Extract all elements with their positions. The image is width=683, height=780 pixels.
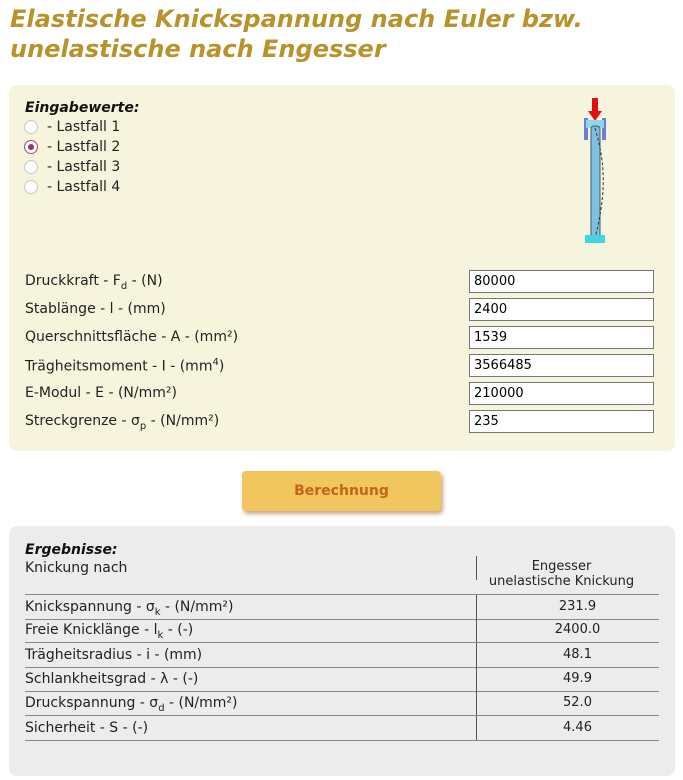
lastfall-label-4: - Lastfall 4 <box>47 179 121 195</box>
input-row-2 <box>25 298 655 322</box>
berechnung-button[interactable]: Berechnung <box>242 471 441 511</box>
result-label-5: Druckspannung - $\sigma_d - (N/mm^2)$ <box>25 695 238 714</box>
result-label-6: Sicherheit - S - (-) <box>25 719 149 736</box>
lastfall-radio-2[interactable] <box>24 140 38 154</box>
lastfall-label-1: - Lastfall 1 <box>47 119 121 135</box>
result-row-2 <box>25 618 659 643</box>
result-value-1: 231.9 <box>558 599 597 614</box>
input-field-6[interactable] <box>469 410 654 433</box>
result-label-1: Knickspannung - $\sigma_k - (N/mm^2)$ <box>25 599 234 618</box>
results-panel <box>9 526 675 776</box>
label-subscript: p <box>139 420 147 432</box>
lastfall-option-2[interactable] <box>24 138 120 156</box>
input-label-5: E-Modul - E - (N/mm²) <box>25 385 177 401</box>
result-value-3: 48.1 <box>563 646 592 662</box>
result-divider-5 <box>476 691 477 715</box>
results-header-left: Knickung nach <box>25 560 128 576</box>
input-field-5[interactable] <box>469 382 654 405</box>
input-row-5 <box>25 382 655 406</box>
lastfall-option-3[interactable] <box>24 158 120 176</box>
results-header-right <box>469 559 654 589</box>
lastfall-radio-4[interactable] <box>24 180 38 194</box>
header-divider <box>476 556 477 580</box>
input-label-2: Stablänge - l - (mm) <box>25 301 166 317</box>
result-row-5 <box>25 691 659 716</box>
lastfall-radio-3[interactable] <box>24 160 38 174</box>
input-label-1: Druckkraft - $F_d - (N)$ <box>25 273 163 292</box>
result-value-6: 4.46 <box>563 719 592 735</box>
result-row-1 <box>25 594 659 620</box>
result-label-4: Schlankheitsgrad - λ - (-) <box>25 670 199 687</box>
title-line-2: unelastische nach Engesser <box>10 35 386 63</box>
label-subscript: k <box>154 606 161 618</box>
input-field-3[interactable] <box>469 326 654 349</box>
lastfall-radio-1[interactable] <box>24 120 38 134</box>
input-field-4[interactable] <box>469 354 654 377</box>
input-label-3: Querschnittsfläche - A - (mm²) <box>25 329 239 345</box>
input-row-3 <box>25 326 655 350</box>
input-row-1 <box>25 270 655 294</box>
force-arrow-shaft <box>592 98 598 112</box>
result-label-3: Trägheitsradius - i - (mm) <box>25 646 203 663</box>
column-diagram <box>577 98 611 246</box>
result-value-5: 52.0 <box>563 695 592 711</box>
label-superscript: 4 <box>212 357 219 368</box>
input-label-6: Streckgrenze - $\sigma_p - (N/mm^2)$ <box>25 413 220 432</box>
input-row-6 <box>25 410 655 434</box>
result-label-2: Freie Knicklänge - $l_k$ - (-) <box>25 622 194 642</box>
result-divider-1 <box>476 595 477 619</box>
bottom-support <box>585 235 605 243</box>
label-subscript: k <box>157 630 164 642</box>
input-row-4 <box>25 354 655 378</box>
title-line-1: Elastische Knickspannung nach Euler bzw. <box>10 5 583 33</box>
page-title <box>10 4 670 64</box>
result-value-4: 49.9 <box>563 670 592 686</box>
label-subscript: d <box>120 280 128 292</box>
result-row-3 <box>25 643 659 668</box>
result-divider-3 <box>476 643 477 667</box>
label-subscript: d <box>158 702 165 714</box>
results-header-right-line-2: unelastische Knickung <box>488 574 635 589</box>
result-divider-6 <box>476 716 477 740</box>
results-header-right-line-1: Engesser <box>531 559 592 574</box>
input-field-1[interactable] <box>469 270 654 293</box>
result-row-4 <box>25 667 659 692</box>
result-divider-2 <box>476 618 477 642</box>
lastfall-label-2: - Lastfall 2 <box>47 139 121 155</box>
input-section-label: Eingabewerte: <box>25 100 140 116</box>
result-value-2: 2400.0 <box>554 622 601 638</box>
lastfall-option-1[interactable] <box>24 118 120 136</box>
input-field-2[interactable] <box>469 298 654 321</box>
force-arrow-head <box>588 111 602 121</box>
results-section-label: Ergebnisse: <box>25 542 118 558</box>
input-label-4: Trägheitsmoment - I - $(mm^4)$ <box>25 357 225 375</box>
lastfall-label-3: - Lastfall 3 <box>47 159 121 175</box>
lastfall-option-4[interactable] <box>24 178 120 196</box>
result-row-6 <box>25 716 659 741</box>
result-divider-4 <box>476 667 477 691</box>
